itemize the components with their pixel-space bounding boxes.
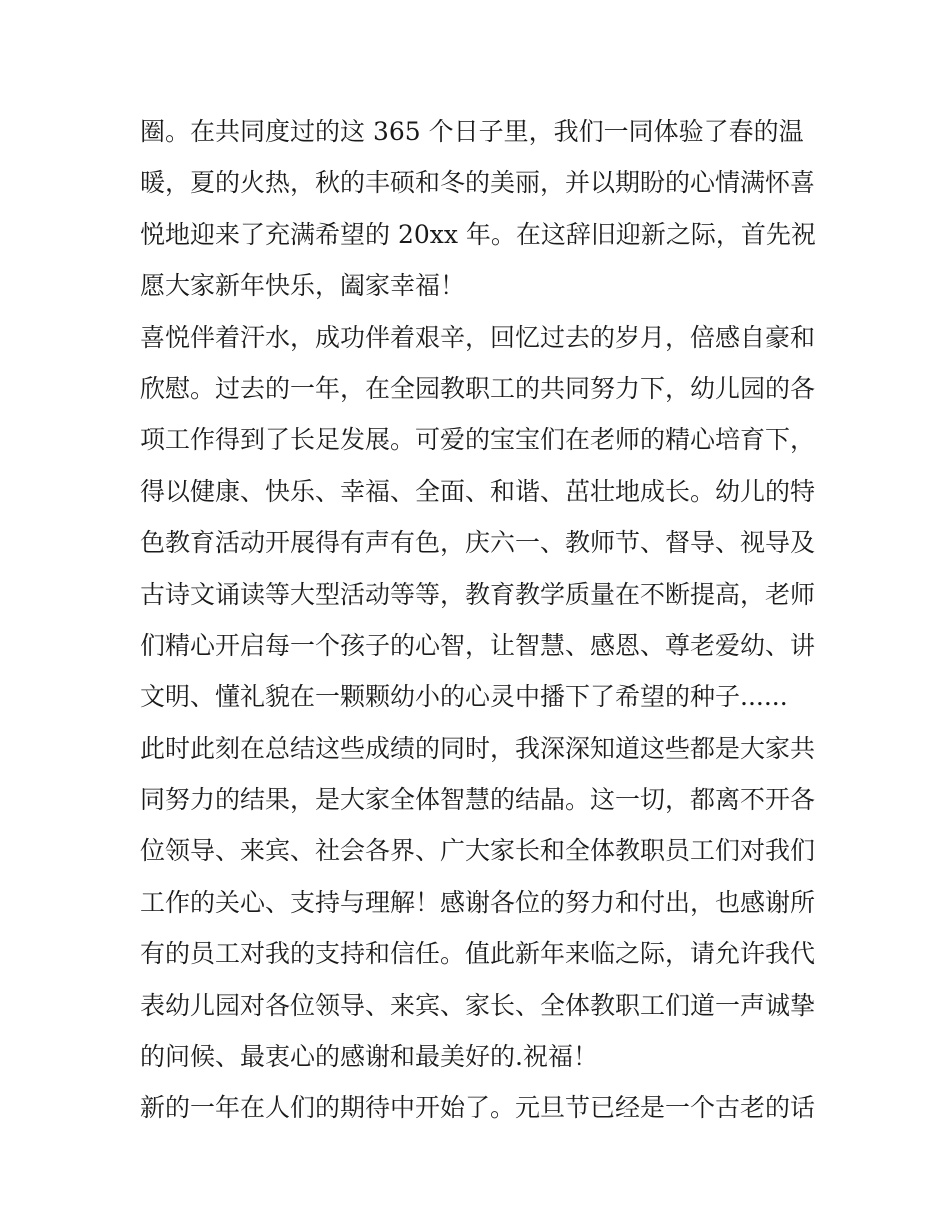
text-line: 项工作得到了长足发展。可爱的宝宝们在老师的精心培育下， [140, 425, 816, 455]
text-line: 的问候、最衷心的感谢和最美好的.祝福！ [140, 1042, 598, 1072]
text-line: 悦地迎来了充满希望的 20xx 年。在这辞旧迎新之际，首先祝 [140, 219, 816, 249]
text-line: 欣慰。过去的一年，在全园教职工的共同努力下，幼儿园的各 [140, 373, 816, 403]
text-line: 喜悦伴着汗水，成功伴着艰辛，回忆过去的岁月，倍感自豪和 [140, 322, 816, 352]
text-line: 得以健康、快乐、幸福、全面、和谐、茁壮地成长。幼儿的特 [140, 476, 816, 506]
text-line: 有的员工对我的支持和信任。值此新年来临之际，请允许我代 [140, 939, 816, 969]
text-line: 新的一年在人们的期待中开始了。元旦节已经是一个古老的话 [140, 1093, 816, 1123]
text-line: 色教育活动开展得有声有色，庆六一、教师节、督导、视导及 [140, 528, 816, 558]
text-line: 暖，夏的火热，秋的丰硕和冬的美丽，并以期盼的心情满怀喜 [140, 168, 816, 198]
text-line: 表幼儿园对各位领导、来宾、家长、全体教职工们道一声诚挚 [140, 990, 816, 1020]
text-line: 工作的关心、支持与理解！感谢各位的努力和付出，也感谢所 [140, 887, 816, 917]
text-line: 愿大家新年快乐，阖家幸福！ [140, 271, 466, 301]
text-line: 们精心开启每一个孩子的心智，让智慧、感恩、尊老爱幼、讲 [140, 630, 816, 660]
text-line: 文明、懂礼貌在一颗颗幼小的心灵中播下了希望的种子...... [140, 682, 788, 712]
text-line: 圈。在共同度过的这 365 个日子里，我们一同体验了春的温 [140, 117, 804, 146]
text-line: 此时此刻在总结这些成绩的同时，我深深知道这些都是大家共 [140, 733, 816, 763]
speech-text [140, 106, 820, 1134]
text-line: 同努力的结果，是大家全体智慧的结晶。这一切，都离不开各 [140, 785, 816, 815]
text-line: 位领导、来宾、社会各界、广大家长和全体教职员工们对我们 [140, 836, 816, 866]
text-line: 古诗文诵读等大型活动等等，教育教学质量在不断提高，老师 [140, 579, 816, 609]
